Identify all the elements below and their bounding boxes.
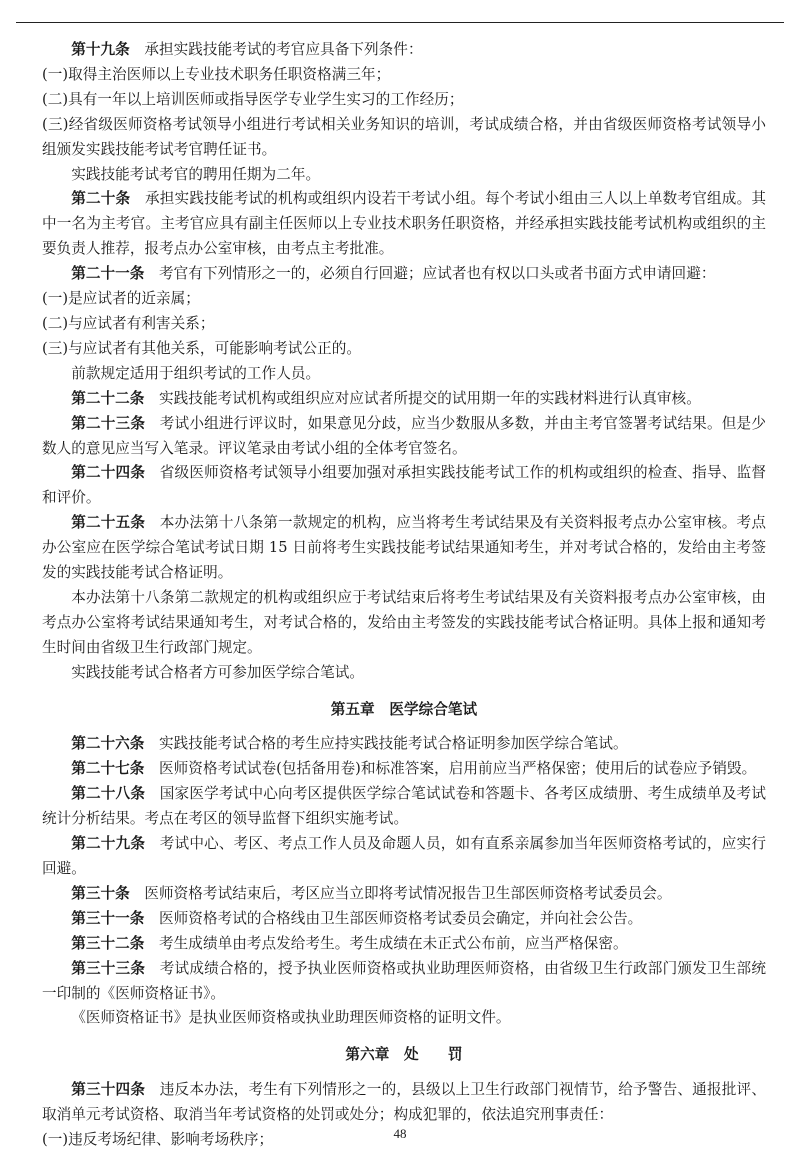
article-text: 承担实践技能考试的考官应具备下列条件： (144, 41, 423, 58)
article-31 (42, 907, 766, 932)
article-30 (42, 882, 766, 907)
list-item: (三)与应试者有其他关系，可能影响考试公正的。 (42, 339, 362, 357)
article-number: 第二十九条 (71, 835, 146, 853)
article-number: 第三十一条 (71, 909, 145, 927)
top-rule (16, 22, 784, 23)
article-number: 第二十一条 (71, 265, 145, 283)
article-text: 实践技能考试合格的考生应持实践技能考试合格证明参加医学综合笔试。 (159, 735, 628, 753)
article-number: 第二十三条 (71, 414, 146, 432)
article-text: 医师资格考试结束后，考区应当立即将考试情况报告卫生部医师资格考试委员会。 (144, 884, 672, 902)
article-19 (42, 38, 766, 63)
article-24 (42, 461, 766, 511)
article-number: 第十九条 (71, 41, 130, 58)
article-29 (42, 832, 766, 882)
article-text: 考试中心、考区、考点工作人员及命题人员，如有直系亲属参加当年医师资格考试的，应实行回避。 (42, 835, 766, 877)
article-number: 第二十五条 (71, 514, 146, 532)
article-26 (42, 732, 766, 757)
article-28 (42, 782, 766, 832)
article-text: 违反本办法，考生有下列情形之一的，县级以上卫生行政部门视情节，给予警告、通报批评、取消单元考试资格、取消当年考试资格的处罚或处分；构成犯罪的，依法追究刑事责任： (42, 1081, 766, 1124)
article-number: 第二十八条 (71, 785, 146, 803)
article-number: 第二十条 (71, 190, 131, 208)
chapter-heading: 第五章 医学综合笔试 (330, 700, 478, 718)
paragraph: 实践技能考试考官的聘用任期为二年。 (71, 165, 321, 183)
article-text: 考试成绩合格的，授予执业医师资格或执业助理医师资格，由省级卫生行政部门颁发卫生部统一印制的《医师资格证书》。 (42, 959, 766, 1002)
list-item: (三)经省级医师资格考试领导小组进行考试相关业务知识的培训，考试成绩合格，并由省级医师资格考试领导小组颁发实践技能考试考官聘任证书。 (42, 115, 766, 158)
article-text: 本办法第十八条第一款规定的机构，应当将考生考试结果及有关资料报考点办公室审核。考点办公室应在医学综合笔试考试日期 15 日前将考生实践技能考试结果通知考生，并对考试合格的，发给由主考签发的实践技能考试合格证明。 (42, 514, 766, 582)
article-23 (42, 412, 766, 462)
list-item: (一)取得主治医师以上专业技术职务任职资格满三年； (42, 65, 391, 83)
article-number: 第二十四条 (71, 464, 146, 482)
paragraph: 本办法第十八条第二款规定的机构或组织应于考试结束后将考生考试结果及有关资料报考点办公室审核，由考点办公室将考试结果通知考生，对考试合格的，发给由主考签发的实践技能考试合格证明。具体上报和通知考生时间由省级卫生行政部门规定。 (42, 588, 766, 656)
list-item: (一)违反考场纪律、影响考场秩序； (42, 1131, 274, 1149)
article-number: 第三十条 (71, 884, 130, 902)
article-33 (42, 957, 766, 1007)
article-text: 国家医学考试中心向考区提供医学综合笔试试卷和答题卡、各考区成绩册、考生成绩单及考试统计分析结果。考点在考区的领导监督下组织实施考试。 (42, 785, 766, 828)
paragraph: 《医师资格证书》是执业医师资格或执业助理医师资格的证明文件。 (71, 1009, 511, 1027)
article-number: 第三十二条 (71, 934, 145, 952)
article-text: 考官有下列情形之一的，必须自行回避；应试者也有权以口头或者书面方式申请回避： (159, 265, 716, 283)
article-number: 第二十六条 (71, 735, 145, 753)
document-body (42, 38, 766, 1153)
paragraph: 前款规定适用于组织考试的工作人员。 (71, 364, 321, 382)
article-text: 医师资格考试的合格线由卫生部医师资格考试委员会确定，并向社会公告。 (159, 909, 643, 927)
list-item: (二)与应试者有利害关系； (42, 314, 215, 332)
article-text: 实践技能考试机构或组织应对应试者所提交的试用期一年的实践材料进行认真审核。 (159, 389, 701, 407)
article-20 (42, 187, 766, 262)
list-item: (一)是应试者的近亲属； (42, 290, 200, 308)
article-27 (42, 757, 766, 782)
article-text: 承担实践技能考试的机构或组织内设若干考试小组。每个考试小组由三人以上单数考官组成。其中一名为主考官。主考官应具有副主任医师以上专业技术职务任职资格，并经承担实践技能考试机构或组织的主要负责人推荐，报考点办公室审核，由考点主考批准。 (42, 190, 767, 258)
article-34 (42, 1078, 766, 1128)
article-text: 考生成绩单由考点发给考生。考生成绩在未正式公布前，应当严格保密。 (159, 934, 628, 952)
article-21 (42, 262, 766, 287)
article-number: 第二十二条 (71, 389, 145, 407)
article-text: 医师资格考试试卷(包括备用卷)和标准答案，启用前应当严格保密；使用后的试卷应予销毁。 (159, 760, 757, 778)
paragraph: 实践技能考试合格者方可参加医学综合笔试。 (71, 663, 365, 681)
chapter-heading: 第六章 处 罚 (345, 1046, 463, 1064)
page-number: 48 (393, 1126, 407, 1141)
article-text: 省级医师资格考试领导小组要加强对承担实践技能考试工作的机构或组织的检查、指导、监督和评价。 (42, 464, 766, 507)
article-25 (42, 511, 766, 586)
article-number: 第三十三条 (71, 959, 146, 977)
list-item: (二)具有一年以上培训医师或指导医学专业学生实习的工作经历； (42, 90, 464, 108)
article-32 (42, 932, 766, 957)
article-text: 考试小组进行评议时，如果意见分歧，应当少数服从多数，并由主考官签署考试结果。但是少数人的意见应当写入笔录。评议笔录由考试小组的全体考官签名。 (42, 414, 766, 457)
article-22 (42, 387, 766, 412)
article-number: 第二十七条 (71, 760, 145, 778)
article-number: 第三十四条 (71, 1081, 146, 1099)
